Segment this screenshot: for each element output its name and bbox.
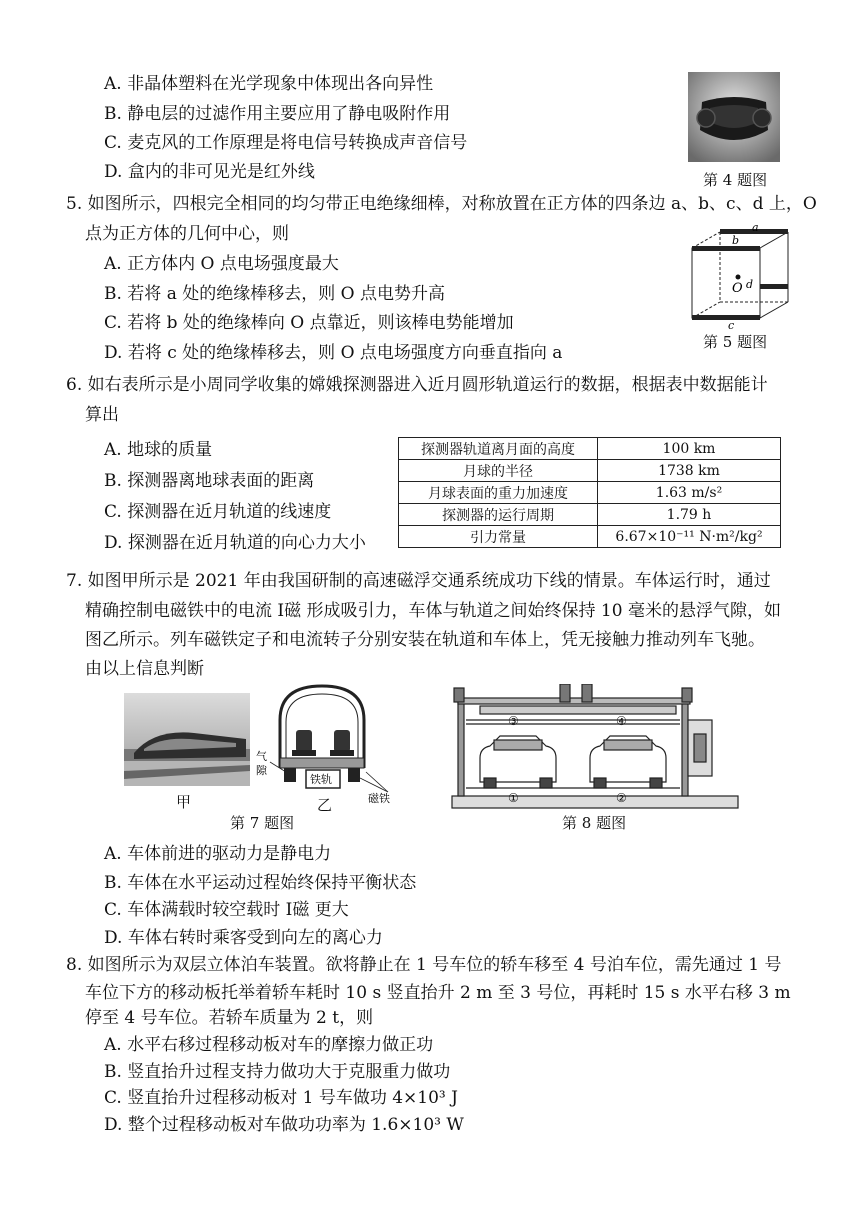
label-d: d xyxy=(746,278,754,291)
parking-diagram xyxy=(450,684,740,810)
table-cell-value: 1738 km xyxy=(598,460,781,482)
label-jia: 甲 xyxy=(176,793,192,811)
mask-photo xyxy=(688,72,780,162)
q4-option-c: C. 麦克风的工作原理是将电信号转换成声音信号 xyxy=(104,133,468,153)
q5-option-b: B. 若将 a 处的绝缘棒移去，则 O 点电势升高 xyxy=(104,284,445,304)
table-cell-key: 月球表面的重力加速度 xyxy=(399,482,598,504)
q7-stem-line3: 图乙所示。列车磁铁定子和电流转子分别安装在轨道和车体上，凭无接触力推动列车飞驰。 xyxy=(85,630,765,650)
center-point xyxy=(736,275,741,280)
table-row xyxy=(399,460,781,482)
q7-figure-caption: 第 7 题图 xyxy=(230,814,295,832)
q7-option-d: D. 车体右转时乘客受到向左的离心力 xyxy=(104,928,383,948)
q5-option-c: C. 若将 b 处的绝缘棒向 O 点靠近，则该棒电势能增加 xyxy=(104,313,514,333)
label-a: a xyxy=(752,222,759,234)
table-cell-value: 6.67×10⁻¹¹ N·m²/kg² xyxy=(598,526,781,548)
label-magnet: 磁铁 xyxy=(368,792,390,804)
cube-diagram xyxy=(688,222,793,330)
q6-option-d: D. 探测器在近月轨道的向心力大小 xyxy=(104,533,366,553)
q8-stem-line2: 车位下方的移动板托举着轿车耗时 10 s 竖直抬升 2 m 至 3 号位，再耗时 15 s 水平右移 3 m xyxy=(85,983,791,1003)
label-gap-1: 气 xyxy=(256,750,267,763)
q6-stem-line2: 算出 xyxy=(85,405,119,425)
table-cell-key: 月球的半径 xyxy=(399,460,598,482)
q4-option-d: D. 盒内的非可见光是红外线 xyxy=(104,162,315,182)
table-row xyxy=(399,526,781,548)
q7-stem-line4: 由以上信息判断 xyxy=(85,659,204,679)
table-cell-key: 探测器的运行周期 xyxy=(399,504,598,526)
q7-option-a: A. 车体前进的驱动力是静电力 xyxy=(104,844,332,864)
q5-stem-line2: 点为正方体的几何中心，则 xyxy=(85,224,289,244)
q4-option-b: B. 静电层的过滤作用主要应用了静电吸附作用 xyxy=(104,104,451,124)
rod-c xyxy=(692,315,760,320)
table-row xyxy=(399,504,781,526)
table-row xyxy=(399,438,781,460)
q6-option-b: B. 探测器离地球表面的距离 xyxy=(104,471,315,491)
q5-option-d: D. 若将 c 处的绝缘棒移去，则 O 点电场强度方向垂直指向 a xyxy=(104,343,563,363)
q7-option-c: C. 车体满载时较空载时 I磁 更大 xyxy=(104,900,349,920)
q7-stem-line2: 精确控制电磁铁中的电流 I磁 形成吸引力，车体与轨道之间始终保持 10 毫米的悬浮气隙，如 xyxy=(85,601,781,621)
table-cell-value: 1.63 m/s² xyxy=(598,482,781,504)
q4-option-a: A. 非晶体塑料在光学现象中体现出各向异性 xyxy=(104,74,434,94)
q8-option-d: D. 整个过程移动板对车做功功率为 1.6×10³ W xyxy=(104,1115,464,1135)
table-cell-value: 1.79 h xyxy=(598,504,781,526)
table-row xyxy=(399,482,781,504)
q8-figure-caption: 第 8 题图 xyxy=(562,814,627,832)
label-rail: 铁轨 xyxy=(310,773,332,786)
q4-figure-caption: 第 4 题图 xyxy=(703,171,768,189)
label-o: O xyxy=(732,281,743,296)
q8-option-b: B. 竖直抬升过程支持力做功大于克服重力做功 xyxy=(104,1062,451,1082)
q5-stem-line1: 5. 如图所示，四根完全相同的均匀带正电绝缘细棒，对称放置在正方体的四条边 a、b、c、d 上，O xyxy=(66,194,817,214)
slot-label-1: ① xyxy=(508,791,519,805)
q8-option-c: C. 竖直抬升过程移动板对 1 号车做功 4×10³ J xyxy=(104,1088,458,1108)
label-gap-2: 隙 xyxy=(256,764,267,777)
rod-d xyxy=(760,284,788,289)
label-c: c xyxy=(728,319,735,330)
maglev-cross-section xyxy=(256,680,416,804)
q8-stem-line3: 停至 4 号车位。若轿车质量为 2 t，则 xyxy=(85,1008,374,1028)
q6-option-c: C. 探测器在近月轨道的线速度 xyxy=(104,502,332,522)
q7-stem-line1: 7. 如图甲所示是 2021 年由我国研制的高速磁浮交通系统成功下线的情景。车体运行时，通过 xyxy=(66,571,771,591)
q5-option-a: A. 正方体内 O 点电场强度最大 xyxy=(104,254,339,274)
q6-stem-line1: 6. 如右表所示是小周同学收集的嫦娥探测器进入近月圆形轨道运行的数据，根据表中数据能计 xyxy=(66,375,768,395)
q6-option-a: A. 地球的质量 xyxy=(104,440,213,460)
slot-label-4: ④ xyxy=(616,714,627,728)
slot-label-3: ③ xyxy=(508,714,519,728)
table-cell-key: 探测器轨道离月面的高度 xyxy=(399,438,598,460)
rod-b xyxy=(692,246,760,251)
q8-stem-line1: 8. 如图所示为双层立体泊车装置。欲将静止在 1 号车位的轿车移至 4 号泊车位，需先通过 1 号 xyxy=(66,955,782,975)
table-cell-key: 引力常量 xyxy=(399,526,598,548)
maglev-photo xyxy=(124,693,250,786)
slot-label-2: ② xyxy=(616,791,627,805)
q7-option-b: B. 车体在水平运动过程始终保持平衡状态 xyxy=(104,873,417,893)
table-cell-value: 100 km xyxy=(598,438,781,460)
q5-figure-caption: 第 5 题图 xyxy=(703,333,768,351)
label-yi: 乙 xyxy=(317,796,333,814)
q8-option-a: A. 水平右移过程移动板对车的摩擦力做正功 xyxy=(104,1035,434,1055)
label-b: b xyxy=(732,234,740,247)
probe-data-table xyxy=(398,437,781,548)
